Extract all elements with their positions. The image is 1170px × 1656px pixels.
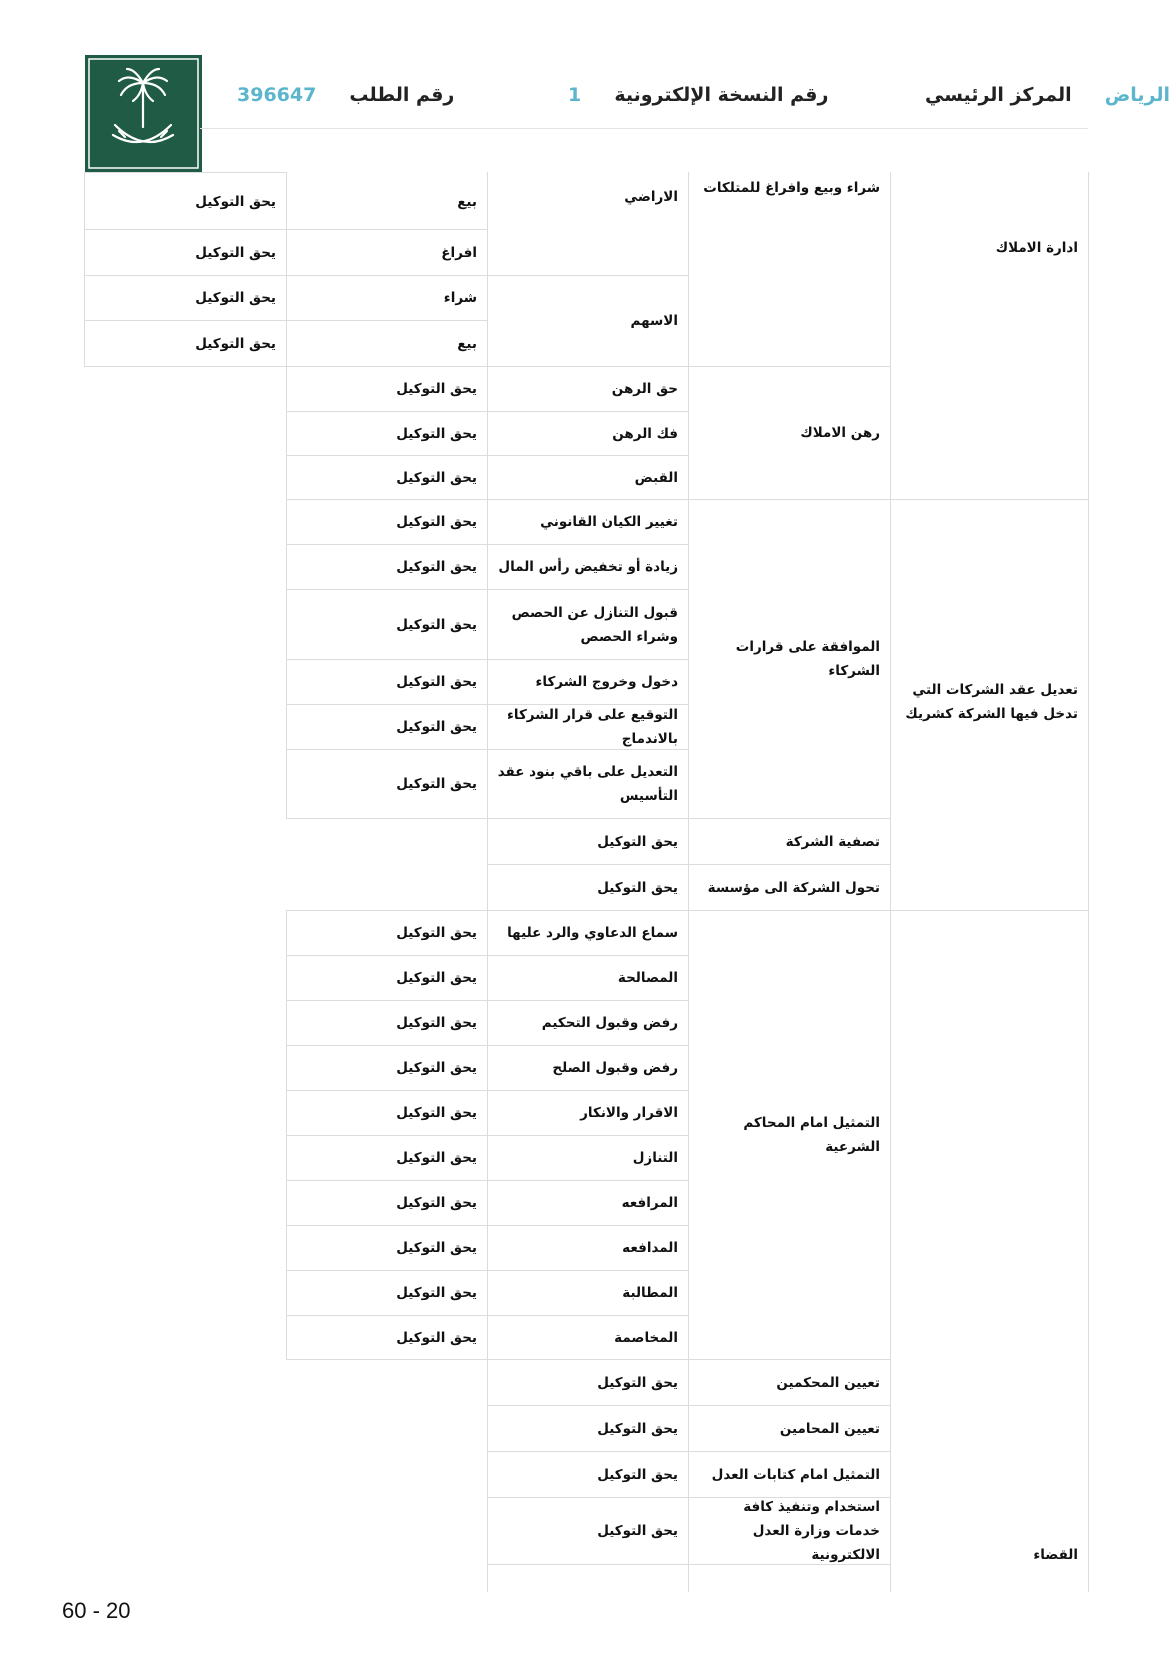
center-label: المركز الرئيسي [925, 84, 1072, 106]
item-admission: الاقرار والانكار [580, 1105, 678, 1121]
divider [487, 818, 688, 819]
divider [286, 1180, 487, 1181]
item-waive: التنازل [632, 1150, 678, 1166]
divider [487, 659, 688, 660]
divider [688, 1359, 890, 1360]
action-transfer: افراغ [441, 244, 477, 261]
item-reconcile: المصالحة [617, 970, 678, 986]
action-buy: شراء [443, 290, 477, 306]
divider [286, 229, 487, 230]
permission: يحق التوكيل [396, 616, 477, 633]
divider [688, 172, 689, 1592]
divider [487, 1270, 688, 1271]
item-pleading: المرافعه [621, 1195, 678, 1211]
divider [688, 910, 890, 911]
divider [84, 366, 286, 367]
divider [286, 1225, 487, 1226]
sub-transform: تحول الشركة الى مؤسسة [707, 879, 880, 896]
permission: يحق التوكيل [597, 879, 678, 896]
divider [286, 704, 487, 705]
divider [688, 1564, 890, 1565]
divider [487, 749, 688, 750]
divider [487, 1405, 688, 1406]
divider [84, 275, 286, 276]
permission: يحق التوكيل [396, 1285, 477, 1301]
permission: يحق التوكيل [396, 1329, 477, 1346]
divider [286, 544, 487, 545]
divider [286, 1090, 487, 1091]
sub-lawyers: تعيين المحامين [779, 1420, 880, 1437]
divider [890, 172, 891, 1592]
permission: يحق التوكيل [396, 925, 477, 941]
page-number: 60 - 20 [62, 1598, 131, 1623]
divider [890, 910, 1088, 911]
sub-eservices: استخدام وتنفيذ كافة خدمات وزارة العدل الالكترونية [743, 1499, 880, 1563]
divider [487, 864, 688, 865]
category-judiciary: القضاء [1033, 1547, 1078, 1563]
divider [487, 1451, 688, 1452]
divider [688, 1497, 890, 1498]
permission: يحق التوكيل [396, 1015, 477, 1031]
divider [84, 320, 286, 321]
divider [487, 1359, 688, 1360]
item-mortgage-right: حق الرهن [611, 381, 678, 397]
divider [286, 1045, 487, 1046]
divider [487, 910, 688, 911]
divider [688, 1405, 890, 1406]
divider [286, 455, 487, 456]
item-entry-exit: دخول وخروج الشركاء [535, 674, 678, 690]
permission: يحق التوكيل [396, 559, 477, 575]
divider [487, 172, 488, 1592]
permission: يحق التوكيل [396, 1105, 477, 1121]
divider [286, 818, 487, 819]
permission: يحق التوكيل [396, 970, 477, 986]
divider [487, 955, 688, 956]
permission: يحق التوكيل [396, 1150, 477, 1166]
item-defense: المدافعه [622, 1240, 678, 1256]
request-number-value: 396647 [237, 84, 317, 106]
request-number-label: رقم الطلب [349, 84, 455, 106]
divider [890, 499, 1088, 500]
permission: يحق التوكيل [396, 1195, 477, 1211]
divider [487, 1135, 688, 1136]
item-hear-claims: سماع الدعاوي والرد عليها [507, 925, 678, 941]
permission: يحق التوكيل [597, 1523, 678, 1539]
permission: يحق التوكيل [396, 514, 477, 530]
permission: يحق التوكيل [597, 1374, 678, 1391]
divider [487, 1180, 688, 1181]
divider [487, 1000, 688, 1001]
divider [286, 955, 487, 956]
permission: يحق التوكيل [396, 1240, 477, 1256]
divider [487, 1497, 688, 1498]
divider [487, 704, 688, 705]
permission: يحق التوكيل [195, 193, 276, 210]
permission: يحق التوكيل [396, 674, 477, 690]
divider [286, 589, 487, 590]
item-settlement: رفض وقبول الصلح [552, 1060, 678, 1076]
divider [487, 1045, 688, 1046]
divider [688, 818, 890, 819]
item-litigation: المخاصمة [614, 1329, 678, 1346]
item-waiver: قبول التنازل عن الحصص وشراء الحصص [511, 604, 678, 645]
divider [688, 366, 890, 367]
item-mortgage-release: فك الرهن [612, 425, 678, 442]
divider [286, 411, 487, 412]
divider [286, 1315, 487, 1316]
divider [487, 1090, 688, 1091]
divider [286, 320, 487, 321]
item-receive: القبض [634, 469, 678, 486]
divider [286, 1270, 487, 1271]
center-value: الرياض [1104, 84, 1170, 106]
item-amend: التعديل على باقي بنود عقد التأسيس [497, 764, 678, 804]
permission: يحق التوكيل [195, 335, 276, 352]
category-companies: تعديل عقد الشركات التي تدخل فيها الشركة كشريك [905, 682, 1078, 722]
divider [487, 275, 688, 276]
divider [84, 172, 85, 366]
divider [487, 366, 688, 367]
divider [286, 749, 487, 750]
sub-liquidation: تصفية الشركة [785, 833, 880, 850]
divider [286, 1135, 487, 1136]
item-lands: الاراضي [624, 188, 678, 205]
divider [286, 499, 487, 500]
action-sell: بيع [457, 335, 477, 352]
permission: يحق التوكيل [396, 381, 477, 397]
item-claim: المطالبة [622, 1285, 678, 1301]
item-legal-entity: تغيير الكيان القانوني [540, 514, 678, 530]
divider [84, 229, 286, 230]
divider [487, 499, 688, 500]
divider [688, 1451, 890, 1452]
item-shares: الاسهم [630, 313, 678, 329]
action-sell: بيع [457, 193, 477, 210]
divider [286, 275, 487, 276]
permission: يحق التوكيل [396, 776, 477, 792]
divider [286, 659, 487, 660]
sub-partners: الموافقة على قرارات الشركاء [735, 639, 880, 679]
item-arbitration: رفض وقبول التحكيم [541, 1015, 678, 1031]
category-properties: ادارة الاملاك [995, 240, 1078, 256]
permission: يحق التوكيل [396, 719, 477, 735]
divider [1088, 172, 1089, 1592]
sub-arbitrators: تعيين المحكمين [776, 1374, 880, 1391]
copy-number-label: رقم النسخة الإلكترونية [614, 84, 829, 106]
divider [487, 1564, 688, 1565]
sub-notary: التمثيل امام كتابات العدل [711, 1466, 880, 1483]
permission: يحق التوكيل [396, 425, 477, 442]
item-merger: التوقيع على قرار الشركاء بالاندماج [506, 707, 678, 747]
copy-number-value: 1 [568, 84, 582, 106]
divider [286, 1359, 487, 1360]
divider [688, 499, 890, 500]
divider [487, 455, 688, 456]
divider [286, 172, 287, 818]
permission: يحق التوكيل [195, 244, 276, 261]
permission: يحق التوكيل [597, 1420, 678, 1437]
divider [286, 910, 487, 911]
divider [286, 1000, 487, 1001]
divider [487, 411, 688, 412]
divider [487, 1315, 688, 1316]
divider [487, 544, 688, 545]
divider [487, 589, 688, 590]
item-capital: زيادة أو تخفيض رأس المال [498, 559, 678, 575]
permission: يحق التوكيل [597, 833, 678, 850]
sub-mortgage: رهن الاملاك [800, 425, 880, 441]
permission: يحق التوكيل [396, 469, 477, 486]
permission: يحق التوكيل [396, 1060, 477, 1076]
divider [286, 366, 487, 367]
sub-buy-sell: شراء وبيع وافراغ للمتلكات [703, 180, 880, 196]
permission: يحق التوكيل [597, 1466, 678, 1483]
sub-courts: التمثيل امام المحاكم الشرعية [743, 1115, 880, 1155]
permission: يحق التوكيل [195, 290, 276, 306]
divider [84, 172, 286, 173]
divider [688, 864, 890, 865]
divider [487, 1225, 688, 1226]
